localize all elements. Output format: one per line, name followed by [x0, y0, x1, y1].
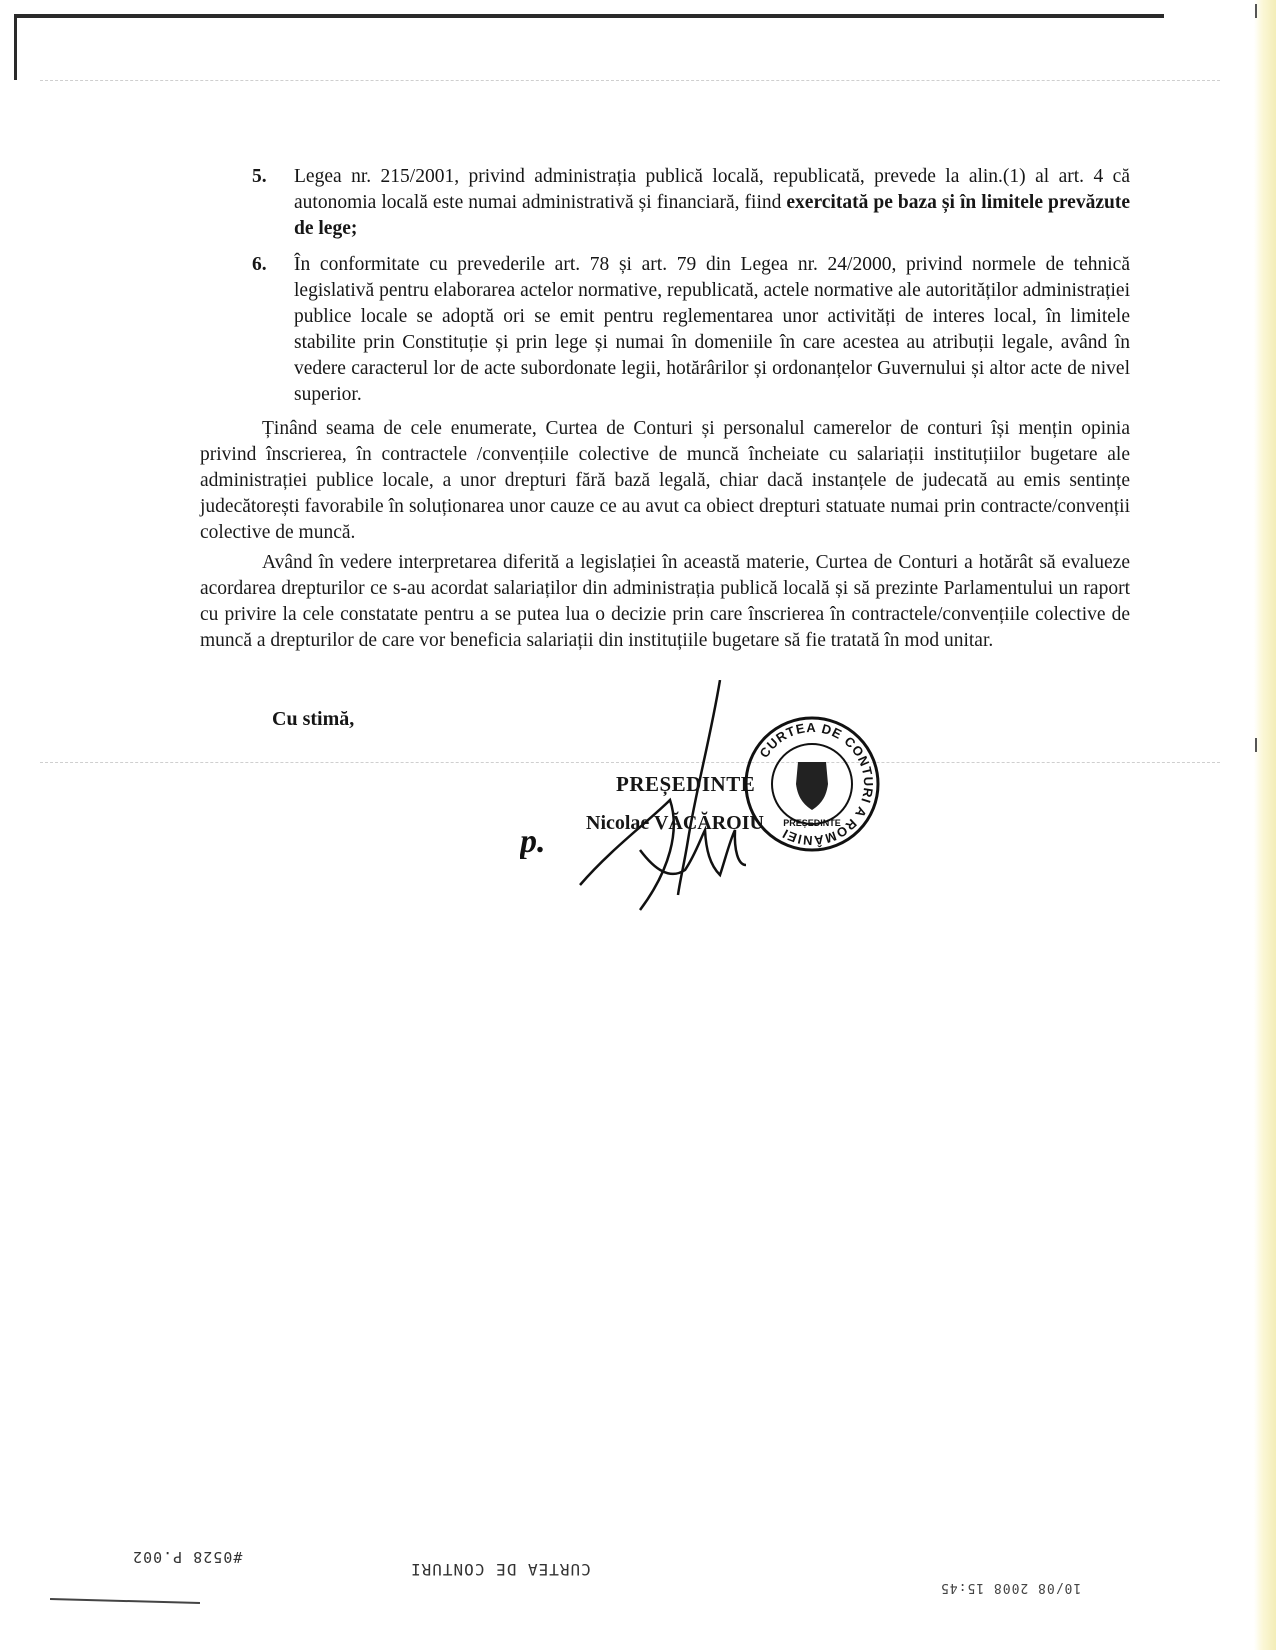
handwritten-signature-icon: [520, 680, 760, 920]
item-text-emphasis: exercitată pe baza și în limitele prevăzute de lege;: [294, 192, 1130, 239]
list-item-5: [252, 164, 1130, 242]
page-edge-shadow: [1254, 0, 1276, 1650]
fax-page-number: #0528 P.002: [132, 1548, 243, 1566]
list-item-6: [252, 252, 1130, 408]
edge-mark: [1255, 4, 1257, 18]
scan-artifact-line: [40, 80, 1220, 82]
signatory-name: Nicolae VĂCĂROIU: [586, 812, 764, 834]
item-number: 6.: [252, 254, 267, 275]
fax-sender-name: CURTEA DE CONTURI: [410, 1560, 591, 1579]
item-number: 5.: [252, 166, 267, 187]
fax-top-border: [14, 14, 1164, 18]
signatory-title: PREȘEDINTE: [616, 772, 756, 796]
edge-mark: [1255, 738, 1257, 752]
paragraph-decision: Având în vedere interpretarea diferită a legislației în această materie, Curtea de Conturi a hotărât să evalueze acordarea drepturilor ce s-au acordat salariaților din administrația publică locală și să prezinte Parlamentului un raport cu privire la cele constatate pentru a se putea lua o decizie prin care înscrierea în contractele/convențiile colective de muncă a drepturilor de care vor beneficia salariații din instituțiile bugetare să fie tratată în mod unitar.: [200, 552, 1130, 651]
body-text: [200, 416, 1130, 658]
fax-left-border: [14, 14, 17, 80]
closing-salutation: Cu stimă,: [272, 708, 355, 730]
item-text-part: Legea nr. 215/2001, privind administrația publică locală, republicată, prevede la alin.(1) al art. 4 că autonomia locală este numai administrativă și financiară, fiind: [294, 166, 1130, 213]
item-text: [294, 164, 1130, 242]
seal-center-text: PREȘEDINTE: [783, 818, 841, 828]
item-text: În conformitate cu prevederile art. 78 și art. 79 din Legea nr. 24/2000, privind normele de tehnică legislativă pentru elaborarea actelor normative, republicată, actele normative ale autorităților administrației publice locale se adoptă ori se emit pentru reglementarea unor activități de interes local, în limitele stabilite prin Constituție și prin lege și numai în domeniile în care acestea au atribuții legale, având în vedere caracterul lor de acte subordonate legii, hotărârilor și ordonanțelor Guvernului și altor acte de nivel superior.: [294, 254, 1130, 405]
coat-of-arms-icon: [796, 762, 828, 810]
paragraph-opinion: Ținând seama de cele enumerate, Curtea de Conturi și personalul camerelor de conturi își mențin opinia privind înscrierea, în contractele /convențiile colective de muncă încheiate cu salariații instituțiilor bugetare ale administrației publice locale, a unor drepturi fără bază legală, chiar dacă instanțele de judecată au emis sentințe judecătorești favorabile în soluționarea unor cauze ce au avut ca obiect drepturi statuate numai prin contracte/convenții colective de muncă.: [200, 418, 1130, 543]
seal-ring-text: CURTEA DE CONTURI A ROMÂNIEI: [756, 719, 877, 849]
scan-artifact-stroke: [50, 1598, 200, 1604]
fax-timestamp: 10/08 2008 15:45: [940, 1580, 1082, 1595]
official-seal-icon: [742, 714, 882, 854]
signature-initial: p.: [520, 823, 546, 860]
